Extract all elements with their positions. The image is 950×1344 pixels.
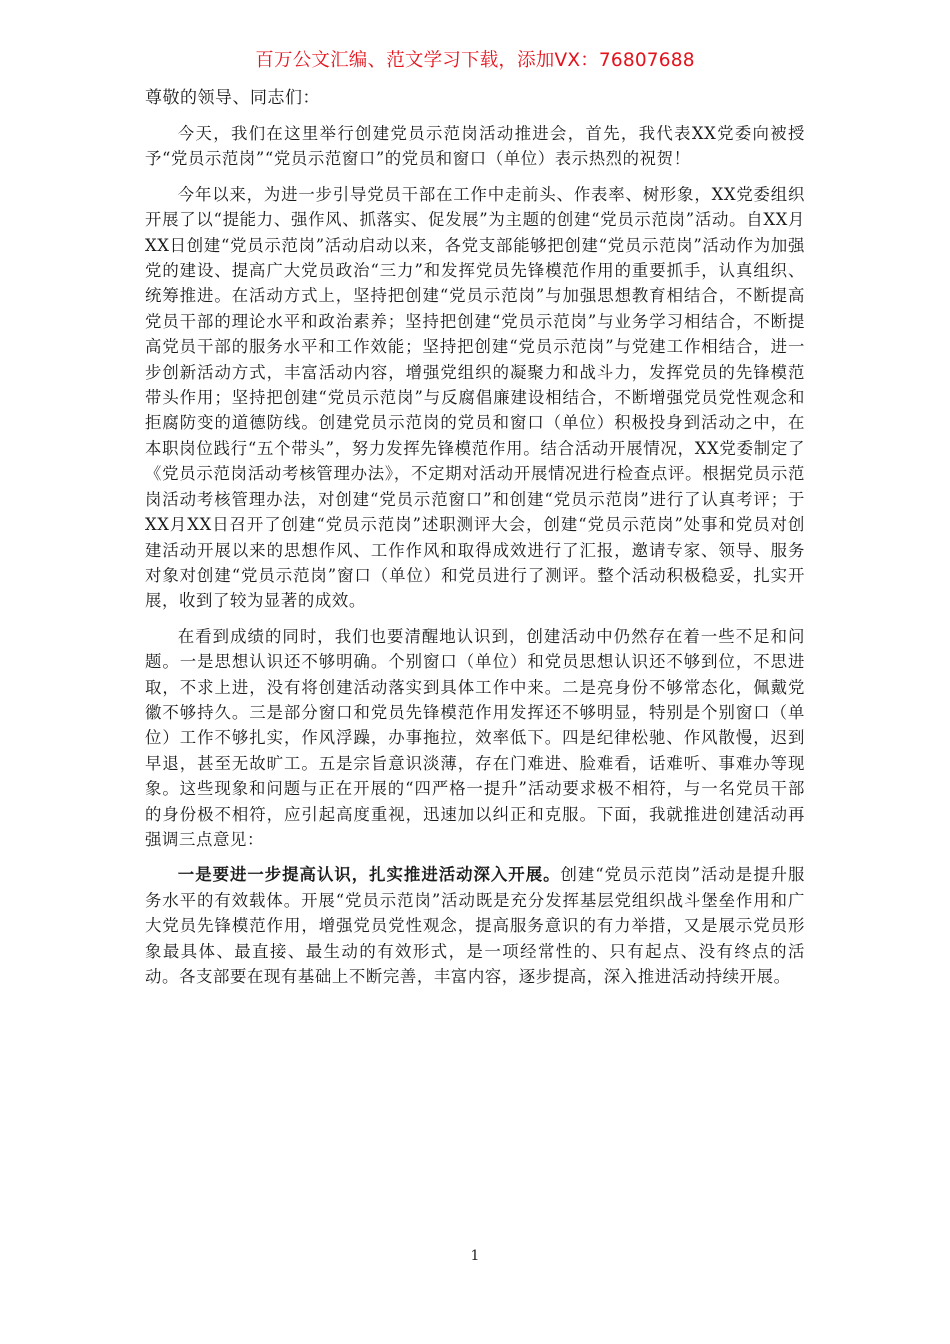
header-banner: 百万公文汇编、范文学习下载，添加VX：76807688 bbox=[255, 50, 695, 71]
paragraph-4-text: 创建“党员示范岗”活动是提升服务水平的有效载体。开展“党员示范岗”活动既是充分发挥基层党组织战斗堡垒作用和广大党员先锋模范作用，增强党员党性观念，提高服务意识的有力举措，又是展示党员形象最具体、最直接、最生动的有效形式，是一项经常性的、只有起点、没有终点的活动。各支部要在现有基础上不断完善，丰富内容，逐步提高，深入推进活动持续开展。 bbox=[145, 865, 805, 986]
paragraph-4-lead: 一是要进一步提高认识，扎实推进活动深入开展。 bbox=[177, 865, 561, 885]
salutation: 尊敬的领导、同志们： bbox=[145, 88, 320, 108]
paragraph-2 bbox=[145, 182, 805, 614]
paragraph-3 bbox=[145, 624, 805, 853]
paragraph-1 bbox=[145, 121, 805, 172]
paragraph-3-text: 在看到成绩的同时，我们也要清醒地认识到，创建活动中仍然存在着一些不足和问题。一是思想认识还不够明确。个别窗口（单位）和党员思想认识还不够到位，不思进取，不求上进，没有将创建活动落实到具体工作中来。二是亮身份不够常态化，佩戴党徽不够持久。三是部分窗口和党员先锋模范作用发挥还不够明显，特别是个别窗口（单位）工作不够扎实，作风浮躁，办事拖拉，效率低下。四是纪律松驰、作风散慢，迟到早退，甚至无故旷工。五是宗旨意识淡薄，存在门难进、脸难看，话难听、事难办等现象。这些现象和问题与正在开展的“四严格一提升”活动要求极不相符，与一名党员干部的身份极不相符，应引起高度重视，迅速加以纠正和克服。下面，我就推进创建活动再强调三点意见： bbox=[145, 626, 805, 849]
page-number: 1 bbox=[470, 1248, 480, 1264]
paragraph-2-text: 今年以来，为进一步引导党员干部在工作中走前头、作表率、树形象，XX党委组织开展了以“提能力、强作风、抓落实、促发展”为主题的创建“党员示范岗”活动。自XX月XX日创建“党员示范岗”活动启动以来，各党支部能够把创建“党员示范岗”活动作为加强党的建设、提高广大党员政治“三力”和发挥党员先锋模范作用的重要抓手，认真组织、统筹推进。在活动方式上，坚持把创建“党员示范岗”与加强思想教育相结合，不断提高党员干部的理论水平和政治素养；坚持把创建“党员示范岗”与业务学习相结合，不断提高党员干部的服务水平和工作效能；坚持把创建“党员示范岗”与党建工作相结合，进一步创新活动方式，丰富活动内容，增强党组织的凝聚力和战斗力，发挥党员的先锋模范带头作用；坚持把创建“党员示范岗”与反腐倡廉建设相结合，不断增强党员党性观念和拒腐防变的道德防线。创建党员示范岗的党员和窗口（单位）积极投身到活动之中，在本职岗位践行“五个带头”，努力发挥先锋模范作用。结合活动开展情况，XX党委制定了《党员示范岗活动考核管理办法》，不定期对活动开展情况进行检查点评。根据党员示范岗活动考核管理办法，对创建“党员示范窗口”和创建“党员示范岗”进行了认真考评；于XX月XX日召开了创建“党员示范岗”述职测评大会，创建“党员示范岗”处事和党员对创建活动开展以来的思想作风、工作作风和取得成效进行了汇报，邀请专家、领导、服务对象对创建“党员示范岗”窗口（单位）和党员进行了测评。整个活动积极稳妥，扎实开展，收到了较为显著的成效。 bbox=[145, 184, 805, 611]
paragraph-1-text: 今天，我们在这里举行创建党员示范岗活动推进会，首先，我代表XX党委向被授予“党员示范岗”“党员示范窗口”的党员和窗口（单位）表示热烈的祝贺！ bbox=[145, 124, 805, 169]
paragraph-4 bbox=[145, 862, 805, 989]
document-body bbox=[145, 86, 805, 999]
